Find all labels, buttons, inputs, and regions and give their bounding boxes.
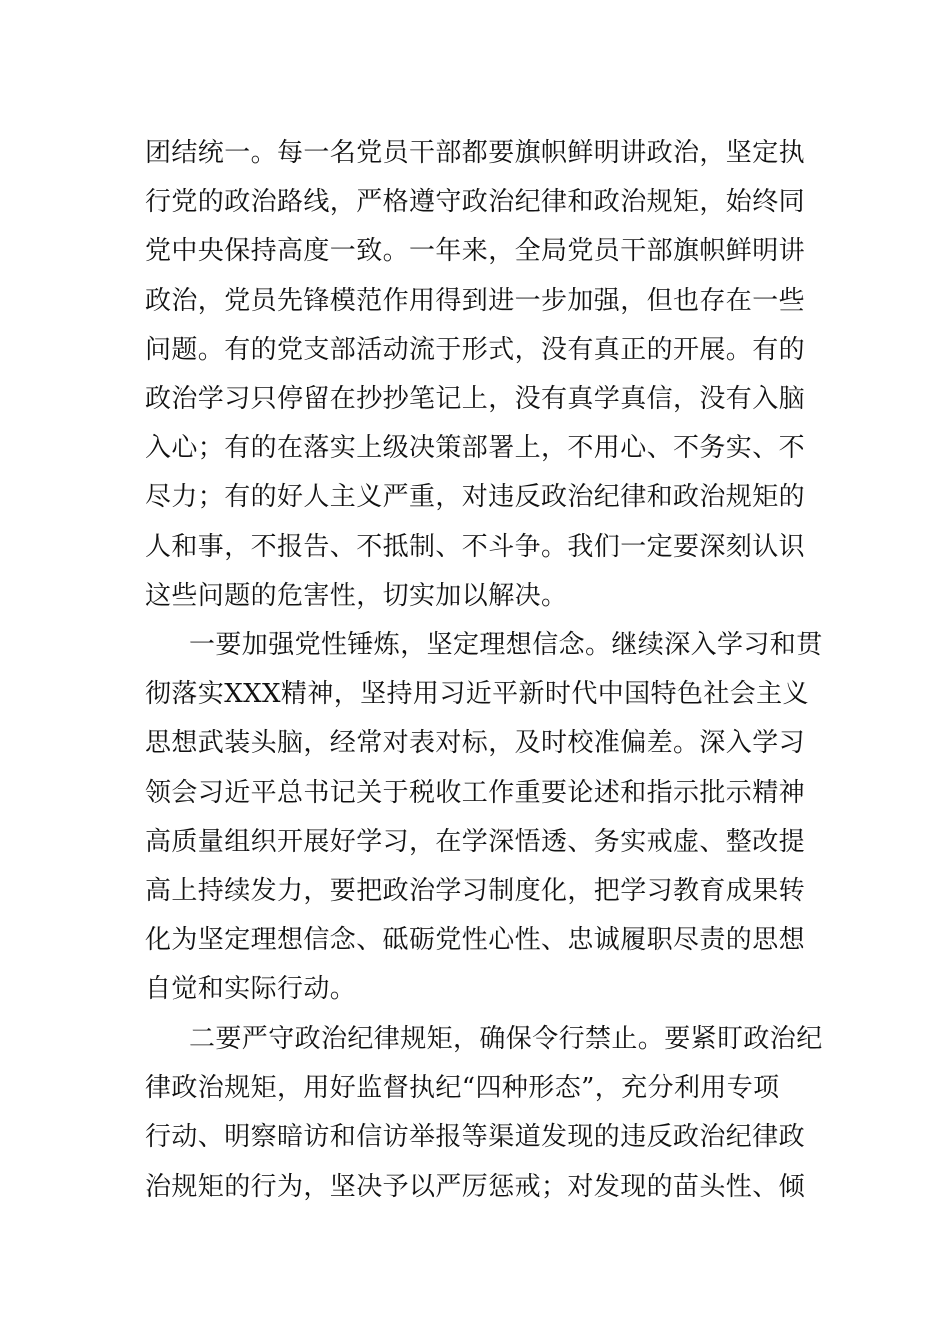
text-line: 律政治规矩，用好监督执纪“四种形态”，充分利用专项: [145, 1073, 780, 1104]
text-line: 政治学习只停留在抄抄笔记上，没有真学真信，没有入脑: [145, 383, 806, 414]
text-line: 自觉和实际行动。: [145, 974, 357, 1005]
text-line: 尽力；有的好人主义严重，对违反政治纪律和政治规矩的: [145, 482, 806, 513]
paragraph-2: [145, 621, 823, 1015]
paragraph-1: [145, 129, 807, 621]
text-line: 二要严守政治纪律规矩，确保令行禁止。要紧盯政治纪: [189, 1024, 823, 1054]
paragraph-3: [145, 1015, 823, 1212]
text-line: 人和事，不报告、不抵制、不斗争。我们一定要深刻认识: [145, 531, 806, 562]
text-line: 入心；有的在落实上级决策部署上，不用心、不务实、不: [145, 433, 806, 464]
text-line: 政治，党员先锋模范作用得到进一步加强，但也存在一些: [145, 285, 806, 316]
text-line: 行动、明察暗访和信访举报等渠道发现的违反政治纪律政: [145, 1122, 806, 1153]
text-line: 团结统一。每一名党员干部都要旗帜鲜明讲政治，坚定执: [145, 138, 806, 168]
text-line: 彻落实XXX精神，坚持用习近平新时代中国特色社会主义: [145, 679, 809, 710]
text-line: 思想武装头脑，经常对表对标，及时校准偏差。深入学习: [145, 728, 806, 759]
text-line: 高上持续发力，要把政治学习制度化，把学习教育成果转: [145, 875, 806, 906]
text-line: 党中央保持高度一致。一年来，全局党员干部旗帜鲜明讲: [145, 236, 806, 267]
text-line: 一要加强党性锤炼，坚定理想信念。继续深入学习和贯: [189, 630, 823, 660]
text-line: 高质量组织开展好学习，在学深悟透、务实戒虚、整改提: [145, 826, 806, 857]
text-line: 行党的政治路线，严格遵守政治纪律和政治规矩，始终同: [145, 187, 806, 218]
text-line: 领会习近平总书记关于税收工作重要论述和指示批示精神: [145, 777, 806, 808]
text-line: 治规矩的行为，坚决予以严厉惩戒；对发现的苗头性、倾: [145, 1171, 806, 1202]
text-line: 问题。有的党支部活动流于形式，没有真正的开展。有的: [145, 334, 806, 365]
text-line: 这些问题的危害性，切实加以解决。: [145, 580, 568, 611]
text-line: 化为坚定理想信念、砥砺党性心性、忠诚履职尽责的思想: [145, 925, 806, 956]
